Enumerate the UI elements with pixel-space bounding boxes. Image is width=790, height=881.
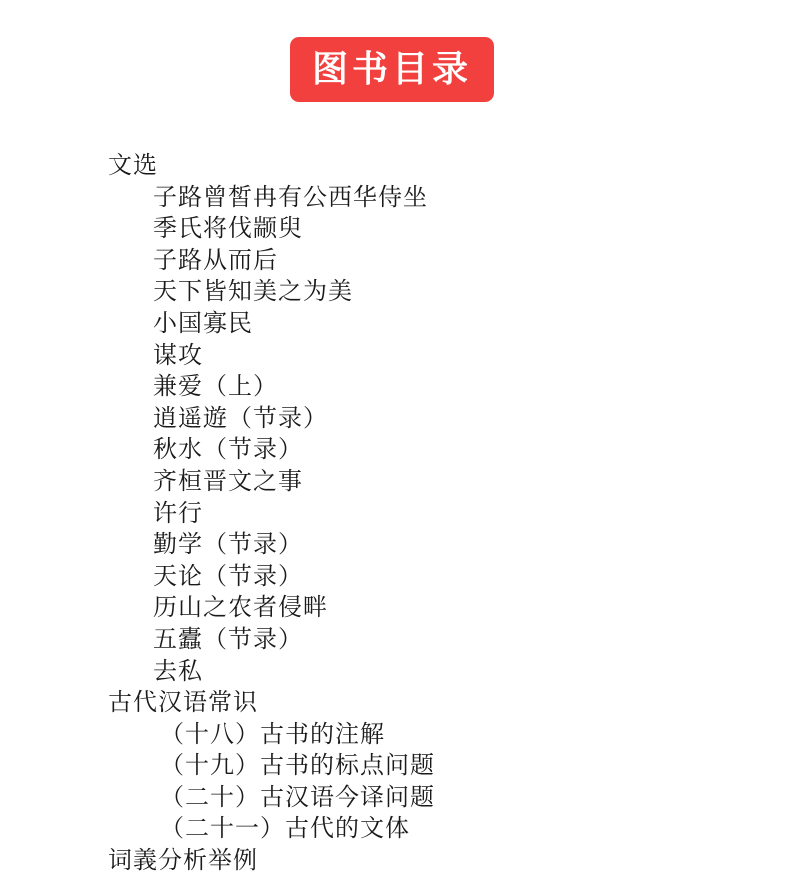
toc-item[interactable]: 逍遥遊（节录） — [153, 403, 328, 432]
page-title: 图书目录 — [311, 48, 472, 90]
toc-item[interactable]: 许行 — [153, 498, 203, 527]
toc-item[interactable]: 天论（节录） — [153, 561, 303, 590]
toc-item[interactable]: （十九）古书的标点问题 — [160, 751, 435, 780]
toc-item[interactable]: 子路从而后 — [153, 245, 278, 274]
section-title-gudai-hanyu[interactable]: 古代汉语常识 — [108, 688, 258, 717]
section-title-wenxuan[interactable]: 文选 — [108, 151, 158, 179]
title-badge — [290, 37, 494, 102]
toc-item[interactable]: 去私 — [153, 656, 203, 685]
toc-item[interactable]: 子路曾皙冉有公西华侍坐 — [153, 182, 428, 211]
toc-item[interactable]: 勤学（节录） — [153, 530, 303, 559]
table-of-contents — [108, 150, 435, 877]
toc-item[interactable]: 谋攻 — [153, 340, 203, 369]
toc-item[interactable]: （十八）古书的注解 — [160, 719, 385, 748]
toc-item[interactable]: 秋水（节录） — [153, 435, 303, 464]
section-title-ciyi[interactable]: 词義分析举例 — [108, 846, 258, 875]
toc-item[interactable]: 齐桓晋文之事 — [153, 466, 303, 495]
toc-item[interactable]: 天下皆知美之为美 — [153, 277, 353, 306]
toc-item[interactable]: 小国寡民 — [153, 308, 253, 337]
toc-item[interactable]: 季氏将伐颛臾 — [153, 214, 303, 243]
toc-item[interactable]: （二十一）古代的文体 — [160, 814, 410, 843]
toc-item[interactable]: 兼爱（上） — [153, 372, 278, 401]
toc-item[interactable]: 历山之农者侵畔 — [153, 593, 328, 622]
toc-item[interactable]: （二十）古汉语今译问题 — [160, 782, 435, 811]
toc-item[interactable]: 五蠹（节录） — [153, 624, 303, 653]
